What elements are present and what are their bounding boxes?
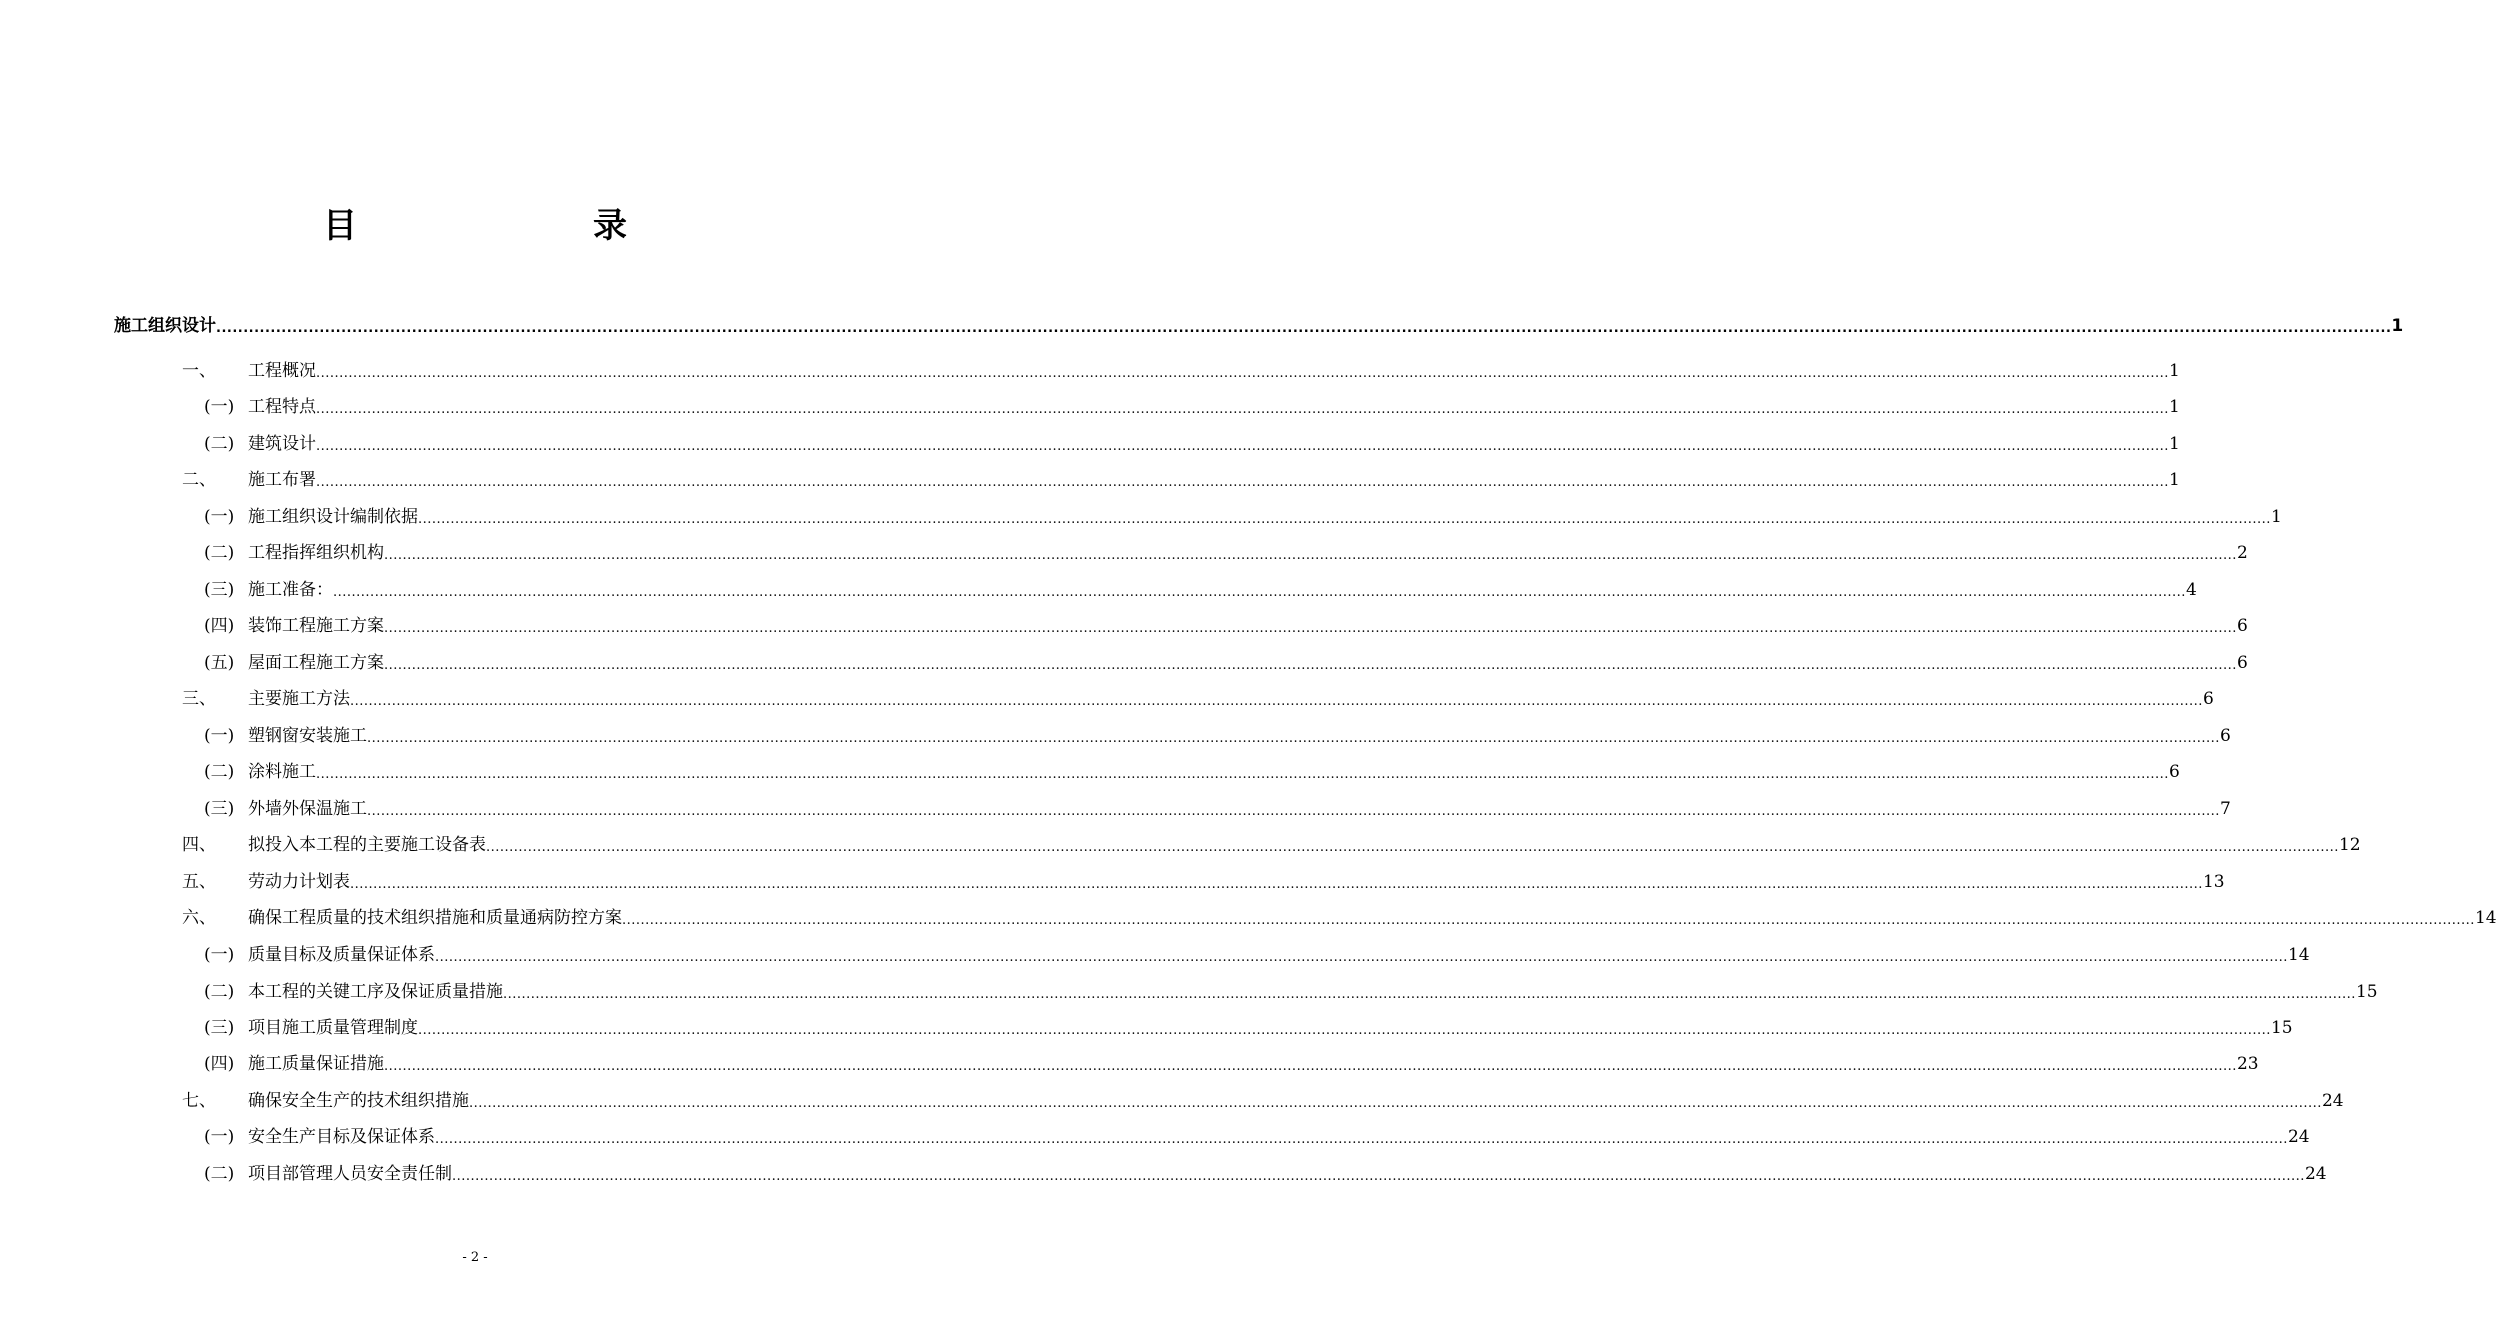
toc-entry[interactable] [204,760,2180,784]
toc-entry-number: (二) [204,543,235,563]
toc-entry[interactable] [182,833,2361,857]
toc-entry-leader-dots: ................................................................................................................................................................................................................................................................................................................................................................................................................ [469,1096,2322,1111]
toc-entry-number: (二) [204,434,235,454]
toc-entry-leader-dots: ................................................................................................................................................................................................................................................................................................................................................................................................................ [216,321,2392,336]
toc-entry-leader-dots: ................................................................................................................................................................................................................................................................................................................................................................................................................ [486,840,2339,855]
toc-entry-label: 工程指挥组织机构 [248,543,384,563]
page-title: 目 录 [323,206,683,246]
toc-entry-number: 七、 [182,1091,216,1111]
toc-entry-leader-dots: ................................................................................................................................................................................................................................................................................................................................................................................................................ [367,804,2220,819]
toc-entry-number: (三) [204,799,235,819]
toc-entry-leader-dots: ................................................................................................................................................................................................................................................................................................................................................................................................................ [384,658,2237,673]
toc-entry-label: 施工组织设计编制依据 [248,507,418,527]
toc-entry-page-number: 6 [2168,762,2180,782]
toc-entry-leader-dots: ................................................................................................................................................................................................................................................................................................................................................................................................................ [384,1059,2237,1074]
toc-entry-number: 一、 [182,361,216,381]
toc-entry-number: (二) [204,1164,235,1184]
toc-entry[interactable] [204,578,2197,602]
toc-entry-leader-dots: ................................................................................................................................................................................................................................................................................................................................................................................................................ [350,694,2203,709]
toc-entry-label: 本工程的关键工序及保证质量措施 [248,982,503,1002]
toc-entry[interactable] [204,980,2378,1004]
toc-entry-number: (五) [204,653,235,673]
toc-entry-number: (一) [204,726,235,746]
toc-entry-label: 装饰工程施工方案 [248,616,384,636]
toc-entry-page-number: 12 [2338,835,2361,855]
toc-entry-leader-dots: ................................................................................................................................................................................................................................................................................................................................................................................................................ [622,913,2475,928]
toc-entry[interactable] [182,359,2180,383]
toc-entry-leader-dots: ................................................................................................................................................................................................................................................................................................................................................................................................................ [316,475,2169,490]
toc-entry-page-number: 6 [2202,689,2214,709]
toc-entry[interactable] [204,432,2180,456]
toc-entry-label: 劳动力计划表 [248,872,350,892]
toc-entry-page-number: 2 [2236,543,2248,563]
toc-entry-leader-dots: ................................................................................................................................................................................................................................................................................................................................................................................................................ [418,512,2271,527]
toc-entry-page-number: 14 [2474,908,2497,928]
page-number-footer: - 2 - [462,1250,488,1265]
toc-entry[interactable] [204,614,2248,638]
toc-entry-label: 施工组织设计 [114,316,216,336]
toc-entry-number: 三、 [182,689,216,709]
toc-entry-page-number: 13 [2202,872,2225,892]
toc-entry-page-number: 1 [2168,470,2180,490]
toc-entry[interactable] [182,906,2497,930]
toc-entry[interactable] [204,1052,2259,1076]
toc-entry-page-number: 14 [2287,945,2310,965]
toc-entry[interactable] [204,541,2248,565]
toc-entry[interactable] [204,1162,2327,1186]
toc-entry-label: 建筑设计 [248,434,316,454]
toc-entry-page-number: 24 [2287,1127,2310,1147]
toc-entry-label: 施工准备： [248,580,333,600]
toc-entry-label: 确保安全生产的技术组织措施 [248,1091,469,1111]
toc-entry-number: 五、 [182,872,216,892]
toc-entry-page-number: 6 [2219,726,2231,746]
toc-entry-page-number: 24 [2321,1091,2344,1111]
toc-entry-leader-dots: ................................................................................................................................................................................................................................................................................................................................................................................................................ [384,621,2237,636]
toc-entry-page-number: 1 [2391,316,2404,336]
toc-entry-page-number: 23 [2236,1054,2259,1074]
toc-entry-label: 工程特点 [248,397,316,417]
toc-entry-leader-dots: ................................................................................................................................................................................................................................................................................................................................................................................................................ [316,402,2169,417]
toc-entry-page-number: 15 [2355,982,2378,1002]
toc-entry-number: 六、 [182,908,216,928]
toc-entry-leader-dots: ................................................................................................................................................................................................................................................................................................................................................................................................................ [384,548,2237,563]
toc-entry-label: 确保工程质量的技术组织措施和质量通病防控方案 [248,908,622,928]
toc-entry[interactable] [204,943,2310,967]
toc-entry-number: (一) [204,945,235,965]
toc-entry[interactable] [182,870,2225,894]
toc-entry[interactable] [204,651,2248,675]
toc-entry-leader-dots: ................................................................................................................................................................................................................................................................................................................................................................................................................ [316,439,2169,454]
toc-entry-page-number: 4 [2185,580,2197,600]
toc-entry-page-number: 1 [2168,434,2180,454]
toc-entry-number: (二) [204,762,235,782]
toc-entry[interactable] [182,687,2214,711]
toc-entry[interactable] [204,505,2282,529]
toc-entry-number: 四、 [182,835,216,855]
toc-entry-leader-dots: ................................................................................................................................................................................................................................................................................................................................................................................................................ [350,877,2203,892]
toc-entry-number: (四) [204,616,235,636]
toc-entry-page-number: 6 [2236,616,2248,636]
toc-entry[interactable] [182,1089,2344,1113]
toc-entry-page-number: 7 [2219,799,2231,819]
toc-entry-leader-dots: ................................................................................................................................................................................................................................................................................................................................................................................................................ [435,1132,2288,1147]
toc-entry[interactable] [204,797,2231,821]
toc-entry-label: 涂料施工 [248,762,316,782]
toc-entry-label: 塑钢窗安装施工 [248,726,367,746]
toc-entry-label: 拟投入本工程的主要施工设备表 [248,835,486,855]
toc-entry-page-number: 1 [2270,507,2282,527]
toc-entry-number: (三) [204,1018,235,1038]
toc-entry-number: (二) [204,982,235,1002]
toc-entry-leader-dots: ................................................................................................................................................................................................................................................................................................................................................................................................................ [435,950,2288,965]
toc-entry-label: 施工质量保证措施 [248,1054,384,1074]
toc-entry-leader-dots: ................................................................................................................................................................................................................................................................................................................................................................................................................ [418,1023,2271,1038]
toc-entry-number: (一) [204,397,235,417]
toc-entry-label: 施工布署 [248,470,316,490]
toc-entry-label: 外墙外保温施工 [248,799,367,819]
toc-entry-leader-dots: ................................................................................................................................................................................................................................................................................................................................................................................................................ [367,731,2220,746]
toc-entry-leader-dots: ................................................................................................................................................................................................................................................................................................................................................................................................................ [333,585,2186,600]
toc-entry-label: 质量目标及质量保证体系 [248,945,435,965]
toc-entry-label: 屋面工程施工方案 [248,653,384,673]
toc-entry-label: 主要施工方法 [248,689,350,709]
toc-entry[interactable] [114,314,2404,338]
toc-entry-number: (一) [204,1127,235,1147]
toc-entry[interactable] [204,1016,2293,1040]
toc-entry-label: 项目部管理人员安全责任制 [248,1164,452,1184]
toc-entry-leader-dots: ................................................................................................................................................................................................................................................................................................................................................................................................................ [316,767,2169,782]
toc-entry[interactable] [204,395,2180,419]
toc-entry[interactable] [204,724,2231,748]
toc-entry-page-number: 1 [2168,361,2180,381]
toc-entry-number: 二、 [182,470,216,490]
toc-entry-label: 项目施工质量管理制度 [248,1018,418,1038]
toc-entry-page-number: 6 [2236,653,2248,673]
toc-entry-page-number: 15 [2270,1018,2293,1038]
toc-entry[interactable] [182,468,2180,492]
toc-entry-page-number: 24 [2304,1164,2327,1184]
toc-entry-number: (三) [204,580,235,600]
toc-entry-leader-dots: ................................................................................................................................................................................................................................................................................................................................................................................................................ [316,366,2169,381]
toc-entry-leader-dots: ................................................................................................................................................................................................................................................................................................................................................................................................................ [503,987,2356,1002]
toc-entry-label: 工程概况 [248,361,316,381]
toc-entry-number: (四) [204,1054,235,1074]
toc-entry[interactable] [204,1125,2310,1149]
toc-entry-leader-dots: ................................................................................................................................................................................................................................................................................................................................................................................................................ [452,1169,2305,1184]
toc-entry-label: 安全生产目标及保证体系 [248,1127,435,1147]
toc-entry-number: (一) [204,507,235,527]
toc-entry-page-number: 1 [2168,397,2180,417]
